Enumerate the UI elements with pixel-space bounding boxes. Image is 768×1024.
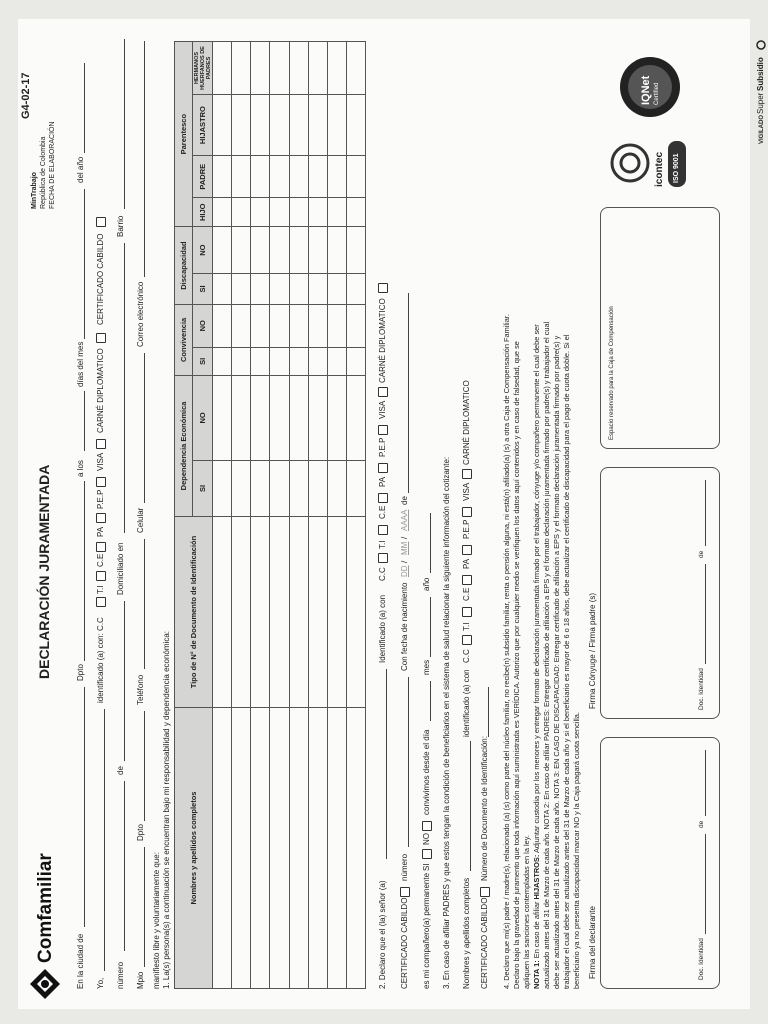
table-cell[interactable]	[232, 517, 251, 708]
table-cell[interactable]	[308, 227, 327, 274]
conyuge-de-field[interactable]	[705, 480, 706, 546]
conyuge-de-label: de	[698, 550, 705, 558]
dpto2-field[interactable]	[144, 711, 145, 821]
mpio-field[interactable]	[144, 847, 145, 967]
table-cell[interactable]	[346, 347, 365, 375]
table-cell[interactable]	[251, 304, 270, 347]
table-cell[interactable]	[327, 198, 346, 227]
s3-numero-doc-field[interactable]	[488, 687, 489, 737]
conyuge-doc-label: Doc. Identidad	[698, 668, 705, 710]
par-hijo-header: HIJO	[193, 198, 213, 227]
date-slash: /	[400, 560, 409, 563]
s3-identificado-label: identificado (a) con	[462, 669, 471, 737]
form-code: G4-02-17	[20, 72, 32, 119]
s2-pep-checkbox[interactable]	[378, 425, 388, 435]
correo-field[interactable]	[144, 41, 145, 277]
par-hermanos-header: HERMANOS HUERFANOS DE PADRES	[193, 42, 213, 95]
table-cell[interactable]	[346, 460, 365, 516]
s2-cc-label: C.C	[378, 567, 387, 581]
table-cell[interactable]	[270, 156, 289, 198]
nota1-line	[532, 324, 542, 989]
dep-no-header: NO	[193, 375, 213, 460]
dpto-field[interactable]	[84, 481, 85, 661]
s2-lugar-field[interactable]	[408, 293, 409, 493]
s2-ce-checkbox[interactable]	[378, 493, 388, 503]
doc-cc-checkbox[interactable]	[96, 597, 106, 607]
yo-label: Yo,	[96, 977, 105, 989]
declaration-form	[18, 19, 750, 1009]
table-cell[interactable]	[308, 274, 327, 305]
declarante-de-field[interactable]	[705, 750, 706, 816]
table-cell[interactable]	[308, 460, 327, 516]
table-cell[interactable]	[251, 460, 270, 516]
identificado-label: identificado (a) con: C.C	[96, 617, 105, 703]
table-cell[interactable]	[232, 708, 251, 989]
mpio-label: Mpio	[136, 971, 145, 989]
s3-cc-checkbox[interactable]	[462, 635, 472, 645]
table-cell[interactable]	[308, 375, 327, 460]
doc-ti-label: T.I	[96, 585, 105, 594]
celular-field[interactable]	[144, 353, 145, 503]
republic-label: República de Colombia	[40, 136, 47, 209]
table-cell[interactable]	[213, 347, 232, 375]
table-cell[interactable]	[346, 42, 365, 95]
doc-visa-checkbox[interactable]	[96, 439, 106, 449]
nota1-b: Adjuntar custodia por los menores y entregar formato de declaración juramentada firmado por el trabajador, cónyuge y/o compañero permanente el cual debe ser	[532, 324, 541, 855]
dependents-body	[213, 42, 366, 989]
yo-field[interactable]	[104, 709, 105, 971]
companero-si-label: SI	[422, 863, 431, 871]
conv-anio-field[interactable]	[430, 513, 431, 573]
table-cell[interactable]	[289, 517, 308, 708]
table-cell[interactable]	[213, 274, 232, 305]
table-cell[interactable]	[270, 198, 289, 227]
par-hijastro-header: HIJASTRO	[193, 95, 213, 156]
correo-label: Correo electrónico	[136, 281, 145, 347]
vigilado-label: VIGILADO	[759, 114, 765, 144]
col-dependencia-header: Dependencia Económica	[175, 375, 193, 516]
punto2-text: 2. Declaro que el (la) señor (a)	[378, 880, 387, 989]
s2-aaaa-hint: AAAA	[400, 509, 409, 531]
s2-pa-label: PA	[378, 476, 387, 487]
punto1-text: 1. La(s) persona(s) a continuación se encuentran bajo mi responsabilidad y dependencia económica:	[162, 631, 171, 989]
table-cell[interactable]	[213, 708, 232, 989]
table-cell[interactable]	[270, 460, 289, 516]
table-cell[interactable]	[327, 708, 346, 989]
s3-nombres-field[interactable]	[470, 741, 471, 871]
table-cell[interactable]	[270, 347, 289, 375]
table-cell[interactable]	[346, 517, 365, 708]
doc-pep-label: P.E.P	[96, 489, 105, 509]
s2-identificado-label: Identificado (a) con	[378, 594, 387, 663]
table-cell[interactable]	[232, 198, 251, 227]
conv-anio-label: año	[422, 577, 431, 591]
a-los-label: a los	[76, 460, 85, 477]
domicilio-field[interactable]	[124, 243, 125, 533]
anio-field[interactable]	[84, 63, 85, 153]
doc-pep-checkbox[interactable]	[96, 477, 106, 487]
punto4-line3: apliquen las sanciones contempladas en la ley.	[522, 835, 531, 989]
table-row	[308, 42, 327, 989]
companero-si-checkbox[interactable]	[422, 849, 432, 859]
table-cell[interactable]	[308, 708, 327, 989]
mes-field[interactable]	[84, 189, 85, 339]
table-row	[270, 42, 289, 989]
s3-numero-doc-label: Número de Documento de Identificación:	[480, 736, 489, 881]
comfamiliar-logo	[28, 851, 64, 1001]
table-cell[interactable]	[213, 304, 232, 347]
doc-carne-label: CARNÉ DIPLOMATICO	[96, 348, 105, 433]
table-cell[interactable]	[346, 375, 365, 460]
disc-no-header: NO	[193, 227, 213, 274]
s2-carne-label: CARNÉ DIPLOMATICO	[378, 298, 387, 383]
ciudad-label: En la ciudad de	[76, 933, 85, 989]
celular-label: Celular	[136, 507, 145, 533]
icontec-seal-icon	[610, 143, 650, 183]
s2-ti-label: T.I	[378, 540, 387, 549]
s3-visa-label: VISA	[462, 482, 471, 501]
dependents-table	[174, 41, 366, 989]
table-cell[interactable]	[346, 304, 365, 347]
table-cell[interactable]	[346, 95, 365, 156]
table-cell[interactable]	[289, 708, 308, 989]
dias-mes-label: días del mes	[76, 341, 85, 387]
table-cell[interactable]	[327, 517, 346, 708]
telefono-field[interactable]	[144, 539, 145, 669]
table-row	[251, 42, 270, 989]
reservado-box	[600, 207, 720, 449]
declarante-doc-label: Doc. Identidad	[698, 938, 705, 980]
punto4-line1: 4. Declaro que mi(s) padre / madre(s), relacionado (a) (s) como parte del núcleo familiar, no recibe(n) subsidio familiar, renta o pensión alguna, ni está(n) afiliado(a) (s) a otra Caja de Compensación Familiar.	[502, 314, 511, 989]
firma-conyuge-label: Firma Cónyuge / Firma padre (s)	[588, 592, 597, 709]
firma-conyuge-box[interactable]	[600, 467, 720, 719]
table-cell[interactable]	[346, 198, 365, 227]
icontec-label: icontec	[654, 151, 665, 187]
super-label: Super	[756, 92, 765, 114]
s2-cc-checkbox[interactable]	[378, 553, 388, 563]
table-cell[interactable]	[346, 156, 365, 198]
s3-visa-checkbox[interactable]	[462, 469, 472, 479]
table-cell[interactable]	[327, 95, 346, 156]
declarante-doc-field[interactable]	[705, 834, 706, 934]
doc-ti-checkbox[interactable]	[96, 571, 106, 581]
table-row	[232, 42, 251, 989]
brand-name: Comfamiliar	[35, 853, 56, 963]
table-cell[interactable]	[270, 375, 289, 460]
table-cell[interactable]	[308, 517, 327, 708]
s2-ti-checkbox[interactable]	[378, 525, 388, 535]
reservado-label: Espacio reservado para la Caja de Compensación	[609, 306, 615, 440]
table-cell[interactable]	[251, 375, 270, 460]
table-cell[interactable]	[327, 375, 346, 460]
s2-cert-checkbox[interactable]	[400, 887, 410, 897]
table-row	[346, 42, 365, 989]
s3-pep-checkbox[interactable]	[462, 507, 472, 517]
punto3-text: 3. En caso de afiliar PADRES y que estos tengan la condición de beneficiarios en el sistema de salud relacionar la siguiente información del cotizante:	[442, 456, 451, 989]
conv-dia-field[interactable]	[430, 681, 431, 721]
s3-ti-checkbox[interactable]	[462, 607, 472, 617]
convivimos-label: convivimos desde el día	[422, 729, 431, 815]
table-cell[interactable]	[270, 708, 289, 989]
iqnet-label: IQNet	[640, 75, 652, 105]
firma-declarante-box[interactable]	[600, 737, 720, 989]
ministry-label: MinTrabajo	[31, 172, 38, 209]
col-nombres-header: Nombres y apellidos completos	[175, 708, 213, 989]
table-cell[interactable]	[232, 95, 251, 156]
table-cell[interactable]	[213, 460, 232, 516]
s2-de-label: de	[400, 496, 409, 505]
del-anio-label: del año	[76, 156, 85, 183]
table-cell[interactable]	[251, 227, 270, 274]
table-cell[interactable]	[213, 95, 232, 156]
senor-field[interactable]	[386, 669, 387, 859]
doc-cert-checkbox[interactable]	[96, 217, 106, 227]
table-cell[interactable]	[289, 347, 308, 375]
par-padre-header: PADRE	[193, 156, 213, 198]
table-cell[interactable]	[289, 375, 308, 460]
conv-mes-label: mes	[422, 659, 431, 675]
table-cell[interactable]	[327, 304, 346, 347]
table-cell[interactable]	[232, 156, 251, 198]
iso-badge	[668, 141, 686, 187]
punto4-line5: actualizado antes del 31 de Marzo de cada año. NOTA 2: En caso de afiliar PADRES: Entregar certificado de afiliación a EPS y el formato declaración juramentada firmado por padre(s) y trabajador el cual	[542, 321, 551, 989]
col-discapacidad-header: Discapacidad	[175, 227, 193, 305]
punto4-line8: beneficiario ya no presenta discapacidad marcar NO y la Caja pagará cuota sencilla.	[572, 712, 581, 989]
table-cell[interactable]	[289, 460, 308, 516]
table-cell[interactable]	[308, 198, 327, 227]
table-cell[interactable]	[289, 42, 308, 95]
table-cell[interactable]	[289, 274, 308, 305]
iqnet-seal	[618, 55, 682, 119]
s2-carne-checkbox[interactable]	[378, 283, 388, 293]
dias-field[interactable]	[84, 391, 85, 451]
dep-si-header: SI	[193, 460, 213, 516]
s2-nacimiento-label: Con fecha de nacimiento	[400, 582, 409, 671]
dpto-label: Dpto	[76, 664, 85, 681]
table-cell[interactable]	[308, 304, 327, 347]
conv-si-header: SI	[193, 347, 213, 375]
table-cell[interactable]	[251, 708, 270, 989]
s3-cc-label: C.C	[462, 649, 471, 663]
table-cell[interactable]	[213, 375, 232, 460]
domiciliado-label: Domiciliado en	[116, 542, 125, 595]
table-cell[interactable]	[289, 95, 308, 156]
punto4-line6: debe ser actualizado antes del 31 de Marzo de cada año. NOTA 3: EN CASO DE DISCAPACIDAD: Entregar certificado de afiliación a EPS y el formato declaración juramentada firmado por padre(s) y	[552, 335, 561, 989]
nota1-a: En caso de afiliar	[532, 899, 541, 961]
table-cell[interactable]	[251, 347, 270, 375]
barrio-field[interactable]	[124, 39, 125, 209]
table-cell[interactable]	[251, 156, 270, 198]
disc-si-header: SI	[193, 274, 213, 305]
table-cell[interactable]	[270, 304, 289, 347]
doc-ce-checkbox[interactable]	[96, 542, 106, 552]
table-row	[327, 42, 346, 989]
table-cell[interactable]	[346, 227, 365, 274]
s3-pa-label: PA	[462, 558, 471, 569]
s2-ce-label: C.E	[378, 505, 387, 519]
companero-no-label: NO	[422, 833, 431, 845]
s2-pa-checkbox[interactable]	[378, 463, 388, 473]
doc-visa-label: VISA	[96, 452, 105, 471]
s2-pep-label: P.E.P	[378, 437, 387, 457]
numero-de-label: de	[116, 766, 125, 775]
s2-dd-hint: DD	[400, 565, 409, 577]
table-row	[213, 42, 232, 989]
comfamiliar-logo-icon	[28, 967, 62, 1001]
s3-ti-label: T.I	[462, 622, 471, 631]
table-cell[interactable]	[327, 156, 346, 198]
date-slash: /	[400, 536, 409, 539]
table-cell[interactable]	[270, 95, 289, 156]
expedicion-field[interactable]	[124, 601, 125, 761]
table-cell[interactable]	[251, 42, 270, 95]
table-cell[interactable]	[232, 274, 251, 305]
subsidio-label: Subsidio	[756, 57, 765, 91]
table-cell[interactable]	[232, 347, 251, 375]
nota1-hijastros: HIJASTROS:	[532, 854, 541, 900]
table-cell[interactable]	[251, 95, 270, 156]
doc-pa-label: PA	[96, 526, 105, 537]
conv-mes-field[interactable]	[430, 597, 431, 657]
s2-numero-label: número	[400, 853, 409, 881]
s2-visa-checkbox[interactable]	[378, 387, 388, 397]
fecha-elaboracion-label: FECHA DE ELABORACIÓN	[49, 121, 56, 209]
table-cell[interactable]	[213, 42, 232, 95]
table-cell[interactable]	[213, 517, 232, 708]
s3-ce-label: C.E	[462, 587, 471, 601]
table-cell[interactable]	[308, 95, 327, 156]
col-parentesco-header: Parentesco	[175, 42, 193, 227]
s2-visa-label: VISA	[378, 400, 387, 419]
s3-ce-checkbox[interactable]	[462, 575, 472, 585]
icontec-seal	[610, 127, 710, 197]
table-cell[interactable]	[232, 375, 251, 460]
numero-label: número	[116, 961, 125, 989]
s2-numero-field[interactable]	[408, 677, 409, 847]
table-cell[interactable]	[251, 517, 270, 708]
conv-no-header: NO	[193, 304, 213, 347]
table-cell[interactable]	[213, 227, 232, 274]
table-cell[interactable]	[308, 156, 327, 198]
barrio-label: Barrio	[116, 215, 125, 237]
s2-mm-hint: MM	[400, 541, 409, 555]
manifiesto-text: manifiesto libre y voluntariamente que:	[152, 852, 161, 989]
table-cell[interactable]	[213, 198, 232, 227]
table-cell[interactable]	[346, 274, 365, 305]
table-cell[interactable]	[270, 517, 289, 708]
table-cell[interactable]	[251, 198, 270, 227]
table-cell[interactable]	[289, 227, 308, 274]
table-cell[interactable]	[232, 42, 251, 95]
doc-carne-checkbox[interactable]	[96, 333, 106, 343]
iso-label: ISO 9001	[673, 153, 680, 183]
declarante-de-label: de	[698, 820, 705, 828]
table-cell[interactable]	[270, 227, 289, 274]
table-cell[interactable]	[327, 460, 346, 516]
punto4-line2: Declaro bajo la gravedad de juramento que toda información aquí suministrada es VERÍDICA. Autorizo que por cualquier medio se verifiquen los datos aquí contenidos y en caso de falsedad, que se	[512, 341, 521, 989]
table-cell[interactable]	[346, 708, 365, 989]
table-cell[interactable]	[327, 347, 346, 375]
form-title: DECLARACIÓN JURAMENTADA	[36, 464, 52, 679]
doc-ce-label: C.E	[96, 553, 105, 567]
s3-carne-label: CARNÉ DIPLOMATICO	[462, 380, 471, 465]
certified-label: Certified	[654, 82, 660, 105]
companero-label: es mi compañero(a) permanente	[422, 872, 431, 989]
table-cell[interactable]	[289, 198, 308, 227]
doc-cert-label: CERTIFICADO CABILDO	[96, 233, 105, 325]
s3-cert-checkbox[interactable]	[480, 887, 490, 897]
table-cell[interactable]	[327, 227, 346, 274]
table-cell[interactable]	[327, 274, 346, 305]
table-cell[interactable]	[289, 304, 308, 347]
s3-pa-checkbox[interactable]	[462, 545, 472, 555]
table-cell[interactable]	[308, 347, 327, 375]
supersubsidio-footer	[756, 4, 768, 144]
col-tipo-header: Tipo de N° de Documento de Identificación	[175, 517, 213, 708]
table-cell[interactable]	[213, 156, 232, 198]
nota1-head: NOTA 1:	[532, 960, 541, 989]
table-cell[interactable]	[232, 304, 251, 347]
table-cell[interactable]	[289, 156, 308, 198]
supersubsidio-icon	[756, 40, 766, 50]
table-cell[interactable]	[308, 42, 327, 95]
table-row	[289, 42, 308, 989]
doc-pa-checkbox[interactable]	[96, 513, 106, 523]
dpto2-label: Dpto	[136, 824, 145, 841]
telefono-label: Teléfono	[136, 674, 145, 705]
s3-pep-label: P.E.P	[462, 519, 471, 539]
s3-nombres-label: Nombres y apellidos completos	[462, 877, 471, 989]
conyuge-doc-field[interactable]	[705, 564, 706, 664]
col-convivencia-header: Convivencia	[175, 304, 193, 375]
table-cell[interactable]	[327, 42, 346, 95]
table-cell[interactable]	[270, 42, 289, 95]
ciudad-field[interactable]	[84, 687, 85, 927]
punto4-line7: trabajador el cual debe ser actualizado antes del 31 de Marzo de cada año y si el beneficiario es mayor de 6 o 18 años, debe actualizar el certificado de discapacidad para el pago de cuota doble. Si el	[562, 334, 571, 989]
numero-field[interactable]	[124, 781, 125, 951]
s2-cert-label: CERTIFICADO CABILDO	[400, 897, 409, 989]
companero-no-checkbox[interactable]	[422, 821, 432, 831]
s3-cert-label: CERTIFICADO CABILDO	[480, 897, 489, 989]
table-cell[interactable]	[232, 460, 251, 516]
table-cell[interactable]	[270, 274, 289, 305]
firma-declarante-label: Firma del declarante	[588, 906, 597, 979]
table-cell[interactable]	[232, 227, 251, 274]
table-cell[interactable]	[251, 274, 270, 305]
